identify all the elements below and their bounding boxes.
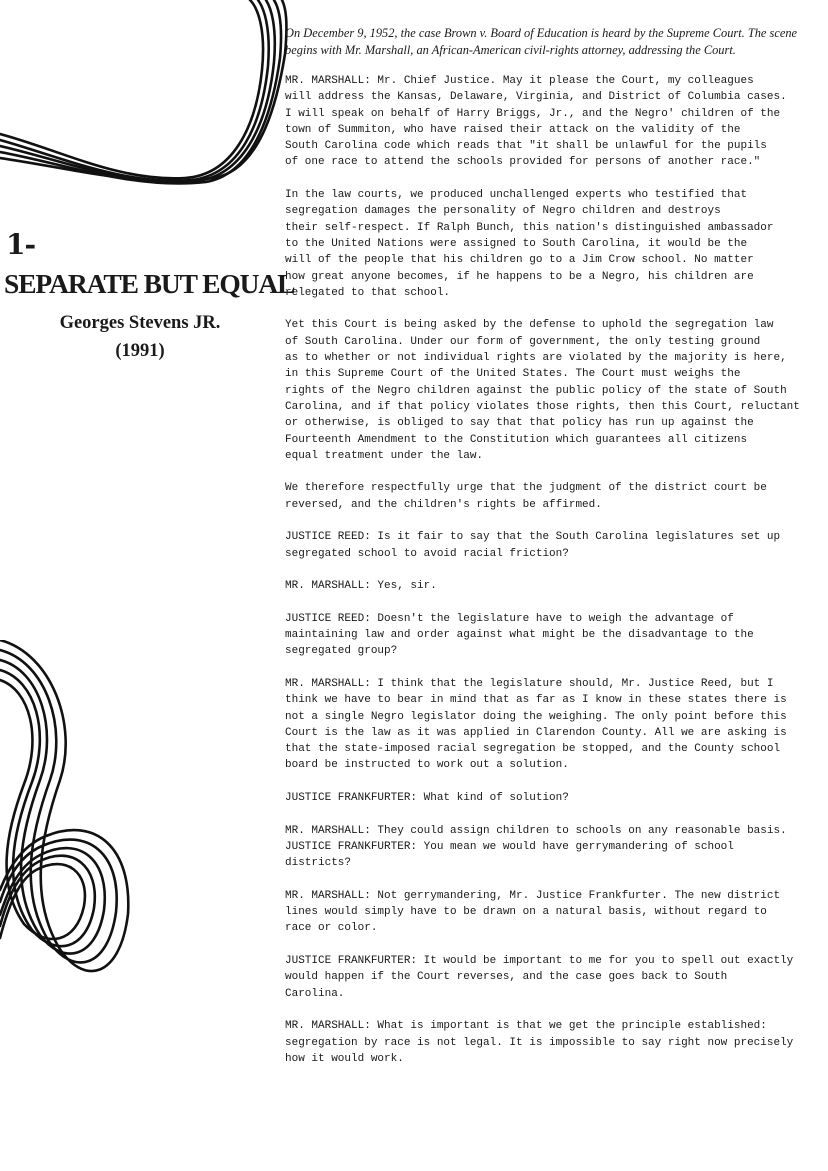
chapter-number: 1- xyxy=(6,228,36,261)
transcript-paragraph: MR. MARSHALL: They could assign children to schools on any reasonable basis. JUSTICE FRANKFURTER: You mean we would have gerrymandering of school districts? xyxy=(285,824,787,870)
transcript-paragraph: MR. MARSHALL: Yes, sir. xyxy=(285,580,437,593)
transcript-paragraph: JUSTICE FRANKFURTER: It would be important to me for you to spell out exactly would happen if the Court reverses, and the case goes back to South Carolina. xyxy=(285,955,794,1000)
transcript-paragraph: JUSTICE REED: Doesn't the legislature have to weigh the advantage of maintaining law and order against what might be the disadvantage to the segregated group? xyxy=(285,612,754,658)
transcript-paragraph: JUSTICE FRANKFURTER: What kind of solution? xyxy=(285,792,569,805)
transcript-paragraph: In the law courts, we produced unchallenged experts who testified that segregation damages the personality of Negro children and destroys their self-respect. If Ralph Bunch, this nation's distinguished ambassador to the United Nations were assigned to South Carolina, it would be the will of the people that his children go to a Jim Crow school. No matter how great anyone becomes, if he happens to be a Negro, his children are relegated to that school. xyxy=(285,189,774,299)
transcript xyxy=(285,73,825,1083)
scene-introduction: On December 9, 1952, the case Brown v. Board of Education is heard by the Supreme Court. The scene begins with Mr. Marshall, an African-American civil-rights attorney, addressing the Court. xyxy=(285,26,798,57)
transcript-paragraph: MR. MARSHALL: Mr. Chief Justice. May it please the Court, my colleagues will address the Kansas, Delaware, Virginia, and District of Columbia cases. I will speak on behalf of Harry Briggs, Jr., and the Negro' children of the town of Summiton, who have raised their attack on the validity of the South Carolina code which reads that "it shall be unlawful for the pupils of one race to attend the schools provided for persons of another race." xyxy=(285,75,787,169)
transcript-paragraph: MR. MARSHALL: Not gerrymandering, Mr. Justice Frankfurter. The new district lines would simply have to be drawn on a natural basis, without regard to race or color. xyxy=(285,889,781,935)
swirl-lines-icon xyxy=(0,0,290,190)
transcript-paragraph: We therefore respectfully urge that the judgment of the district court be reversed, and the children's rights be affirmed. xyxy=(285,482,767,511)
swirl-loop-lines-icon xyxy=(0,640,130,1010)
chapter-title: SEPARATE BUT EQUAL xyxy=(4,268,295,299)
publication-year: (1991) xyxy=(115,341,165,361)
transcript-paragraph: Yet this Court is being asked by the defense to uphold the segregation law of South Carolina. Under our form of government, the only testing ground as to whether or not individual rights are violated by the majority is here, in this Supreme Court of the United States. The Court must weighs the rights of the Negro children against the public policy of the state of South Carolina, and if that policy violates those rights, then this Court, reluctant or otherwise, is obliged to say that that policy has run up against the Fourteenth Amendment to the Constitution which guarantees all citizens equal treatment under the law. xyxy=(285,319,800,462)
transcript-paragraph: MR. MARSHALL: I think that the legislature should, Mr. Justice Reed, but I think we have to bear in mind that as far as I know in these states there is not a single Negro legislator doing the weighing. The only point before this Court is the law as it was applied in Clarendon County. All we are asking is that the state-imposed racial segregation be stopped, and the County school board be instructed to work out a solution. xyxy=(285,677,787,772)
author-name: Georges Stevens JR. xyxy=(59,313,221,333)
transcript-paragraph: JUSTICE REED: Is it fair to say that the South Carolina legislatures set up segregated school to avoid racial friction? xyxy=(285,531,781,560)
transcript-paragraph: MR. MARSHALL: What is important is that we get the principle established: segregation by race is not legal. It is impossible to say right now precisely how it would work. xyxy=(285,1020,794,1065)
